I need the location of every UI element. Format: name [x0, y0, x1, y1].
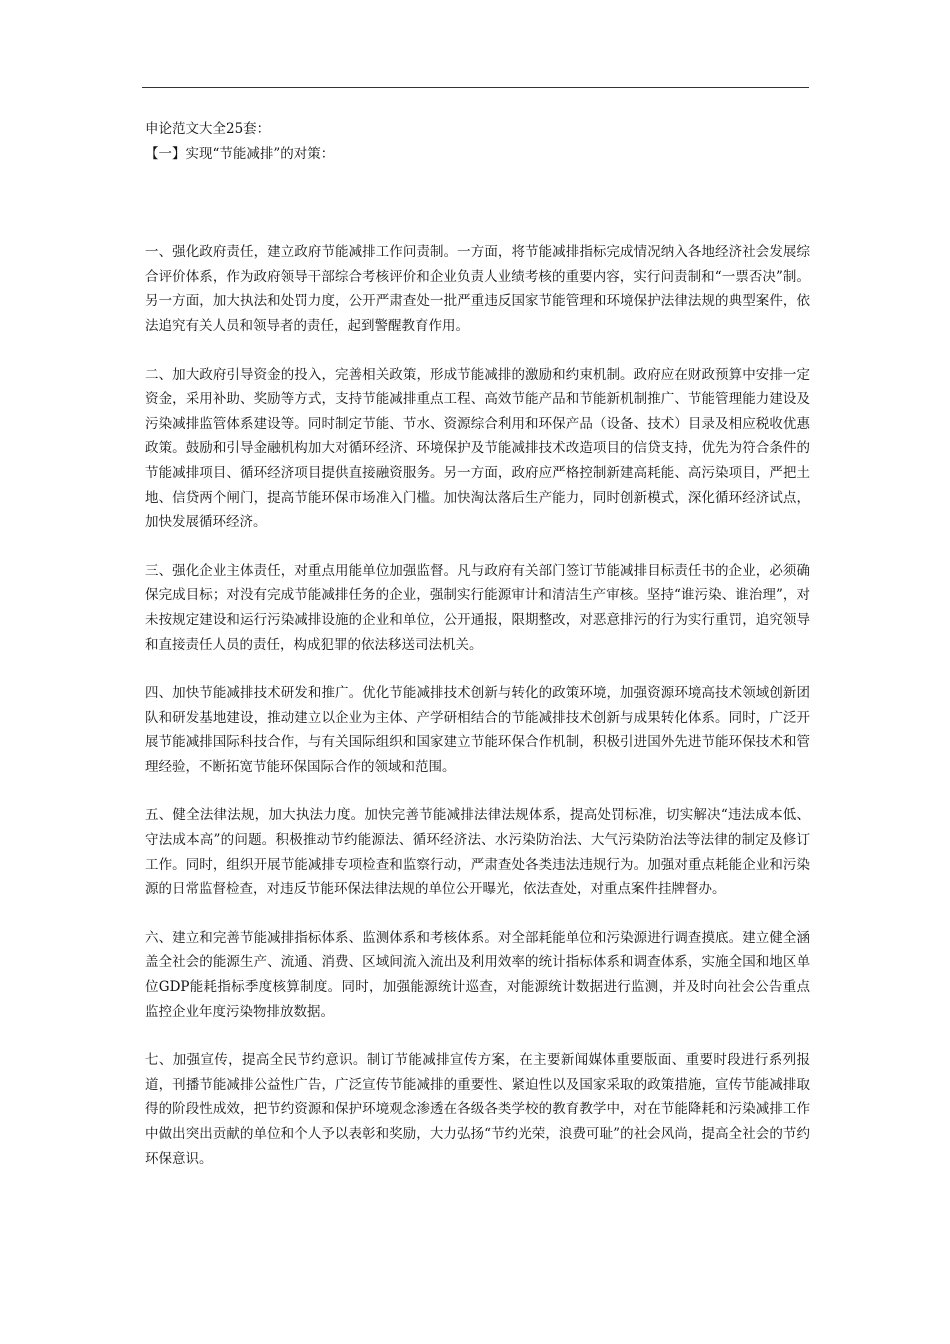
paragraph-6: 六、建立和完善节能减排指标体系、监测体系和考核体系。对全部耗能单位和污染源进行调查摸底。建立健全涵盖全社会的能源生产、流通、消费、区域间流入流出及利用效率的统计指标体系和调查体系，实施全国和地区单位GDP能耗指标季度核算制度。同时，加强能源统计巡查，对能源统计数据进行监测，并及时向社会公告重点监控企业年度污染物排放数据。	[145, 929, 810, 1020]
section-title: 【一】实现“节能减排”的对策：	[145, 145, 335, 162]
paragraph-2: 二、加大政府引导资金的投入，完善相关政策，形成节能减排的激励和约束机制。政府应在财政预算中安排一定资金，采用补助、奖励等方式，支持节能减排重点工程、高效节能产品和节能新机制推广、节能管理能力建设及污染减排监管体系建设等。同时制定节能、节水、资源综合利用和环保产品（设备、技术）目录及相应税收优惠政策。鼓励和引导金融机构加大对循环经济、环境保护及节能减排技术改造项目的信贷支持，优先为符合条件的节能减排项目、循环经济项目提供直接融资服务。另一方面，政府应严格控制新建高耗能、高污染项目，严把土地、信贷两个闸门，提高节能环保市场准入门槛。加快淘汰落后生产能力，同时创新模式，深化循环经济试点，加快发展循环经济。	[145, 366, 810, 531]
document-body	[145, 117, 810, 1195]
paragraph-4: 四、加快节能减排技术研发和推广。优化节能减排技术创新与转化的政策环境，加强资源环境高技术领域创新团队和研发基地建设，推动建立以企业为主体、产学研相结合的节能减排技术创新与成果转化体系。同时，广泛开展节能减排国际科技合作，与有关国际组织和国家建立节能环保合作机制，积极引进国外先进节能环保技术和管理经验，不断拓宽节能环保国际合作的领域和范围。	[145, 685, 810, 775]
header-rule	[142, 87, 809, 88]
blank-space	[145, 166, 810, 240]
paragraph-7: 七、加强宣传，提高全民节约意识。制订节能减排宣传方案，在主要新闻媒体重要版面、重要时段进行系列报道，刊播节能减排公益性广告，广泛宣传节能减排的重要性、紧迫性以及国家采取的政策措施，宣传节能减排取得的阶段性成效，把节约资源和保护环境观念渗透在各级各类学校的教育教学中，对在节能降耗和污染减排工作中做出突出贡献的单位和个人予以表彰和奖励，大力弘扬“节约光荣，浪费可耻”的社会风尚，提高全社会的节约环保意识。	[145, 1052, 810, 1167]
paragraph-5: 五、健全法律法规，加大执法力度。加快完善节能减排法律法规体系，提高处罚标准，切实解决“违法成本低、守法成本高”的问题。积极推动节约能源法、循环经济法、水污染防治法、大气污染防治法等法律的制定及修订工作。同时，组织开展节能减排专项检查和监察行动，严肃查处各类违法违规行为。加强对重点耗能企业和污染源的日常监督检查，对违反节能环保法律法规的单位公开曝光，依法查处，对重点案件挂牌督办。	[145, 807, 810, 898]
paragraph-3: 三、强化企业主体责任，对重点用能单位加强监督。凡与政府有关部门签订节能减排目标责任书的企业，必须确保完成目标；对没有完成节能减排任务的企业，强制实行能源审计和清洁生产审核。坚持“谁污染、谁治理”，对未按规定建设和运行污染减排设施的企业和单位，公开通报，限期整改，对恶意排污的行为实行重罚，追究领导和直接责任人员的责任，构成犯罪的依法移送司法机关。	[145, 562, 810, 653]
collection-title: 申论范文大全25套：	[145, 121, 271, 137]
paragraph-1: 一、强化政府责任，建立政府节能减排工作问责制。一方面，将节能减排指标完成情况纳入各地经济社会发展综合评价体系，作为政府领导干部综合考核评价和企业负责人业绩考核的重要内容，实行问责制和“一票否决”制。另一方面，加大执法和处罚力度，公开严肃查处一批严重违反国家节能管理和环境保护法律法规的典型案件，依法追究有关人员和领导者的责任，起到警醒教育作用。	[145, 244, 810, 334]
